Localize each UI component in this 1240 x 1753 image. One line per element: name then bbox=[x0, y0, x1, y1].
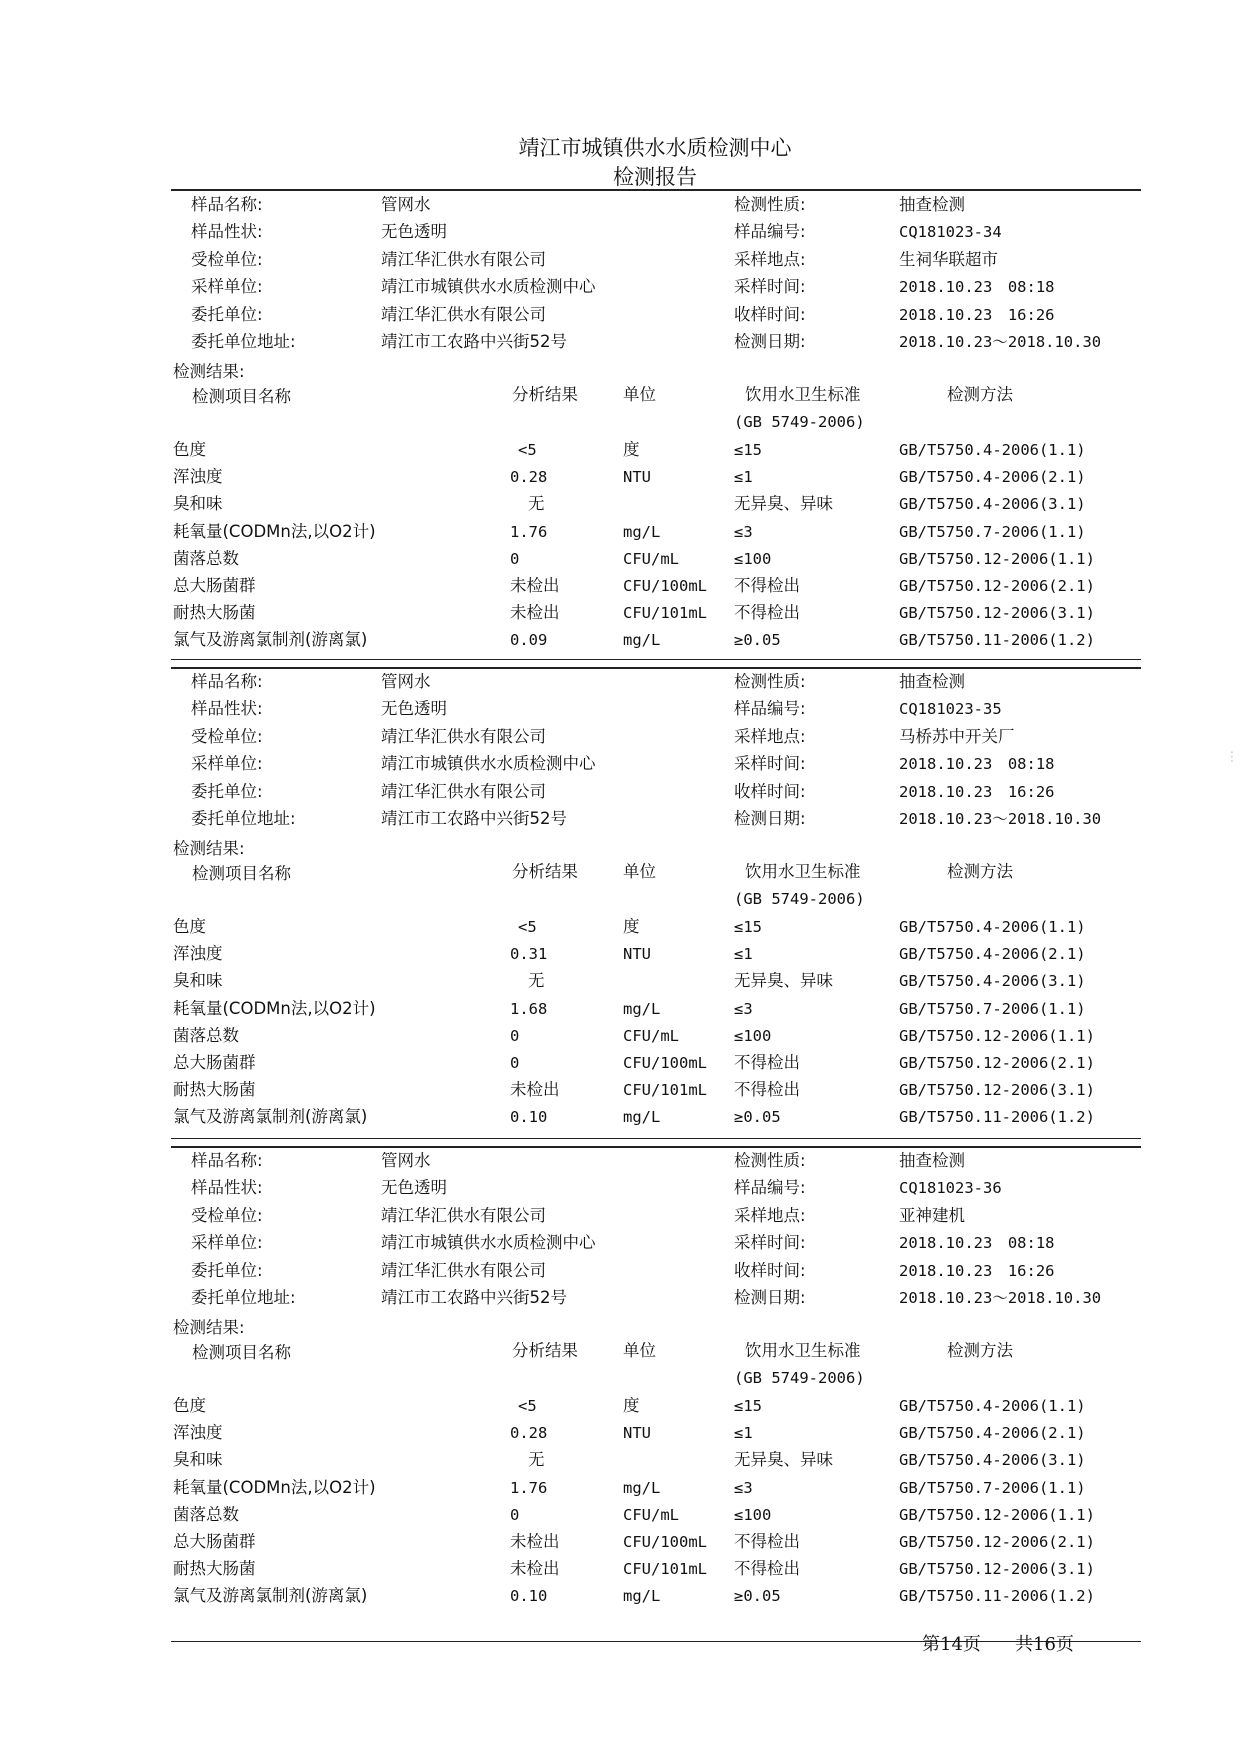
test-result-value: 0.10 bbox=[510, 1108, 548, 1127]
info-label-receive-time: 收样时间: bbox=[734, 1260, 806, 1280]
info-label-test-date: 检测日期: bbox=[734, 332, 806, 351]
test-standard-limit: 不得检出 bbox=[734, 576, 800, 595]
test-standard-limit: 不得检出 bbox=[734, 1559, 800, 1579]
test-unit: mg/L bbox=[623, 631, 661, 650]
test-unit: CFU/101mL bbox=[623, 604, 707, 623]
test-item-name: 菌落总数 bbox=[173, 1504, 239, 1524]
results-heading: 检测结果: bbox=[173, 1318, 245, 1337]
test-item-name: 总大肠菌群 bbox=[173, 576, 256, 595]
test-standard-limit: ≤15 bbox=[734, 918, 762, 936]
info-label-sample-state: 样品性状: bbox=[191, 1178, 263, 1198]
results-heading: 检测结果: bbox=[173, 839, 245, 858]
col-header-result: 分析结果 bbox=[512, 862, 578, 881]
info-label-sample-no: 样品编号: bbox=[734, 699, 806, 719]
col-header-standard: 饮用水卫生标准 bbox=[745, 385, 861, 404]
info-value-test-date: 2018.10.23～2018.10.30 bbox=[899, 810, 1102, 828]
info-label-test-date: 检测日期: bbox=[734, 809, 806, 828]
info-value-sample-no: CQ181023-36 bbox=[899, 1179, 1002, 1198]
test-item-name: 浑浊度 bbox=[173, 1423, 223, 1443]
info-label-client-unit: 委托单位: bbox=[191, 304, 263, 324]
test-method: GB/T5750.12-2006(1.1) bbox=[899, 1026, 1095, 1045]
test-standard-limit: ≤15 bbox=[734, 1397, 762, 1415]
info-label-test-nature: 检测性质: bbox=[734, 672, 806, 691]
test-standard-limit: ≤100 bbox=[734, 1505, 772, 1524]
info-value-inspected-unit: 靖江华汇供水有限公司 bbox=[381, 249, 546, 269]
test-method: GB/T5750.11-2006(1.2) bbox=[899, 1108, 1095, 1127]
info-label-sample-state: 样品性状: bbox=[191, 222, 263, 242]
info-label-sampling-time: 采样时间: bbox=[734, 277, 806, 297]
info-value-receive-time: 2018.10.23 16:26 bbox=[899, 782, 1055, 801]
info-label-receive-time: 收样时间: bbox=[734, 781, 806, 801]
test-method: GB/T5750.12-2006(3.1) bbox=[899, 604, 1095, 623]
test-result-value: 0.28 bbox=[510, 468, 548, 487]
info-value-inspected-unit: 靖江华汇供水有限公司 bbox=[381, 726, 546, 746]
test-method: GB/T5750.12-2006(3.1) bbox=[899, 1560, 1095, 1579]
info-label-inspected-unit: 受检单位: bbox=[191, 1205, 263, 1225]
test-unit: 度 bbox=[623, 917, 640, 936]
test-result-value: <5 bbox=[518, 441, 537, 459]
col-header-standard: 饮用水卫生标准 bbox=[745, 1341, 861, 1360]
test-result-value: 无 bbox=[528, 494, 545, 514]
test-result-value: 未检出 bbox=[510, 1532, 560, 1551]
test-item-name: 耗氧量(CODMn法,以O2计) bbox=[173, 521, 376, 541]
test-method: GB/T5750.4-2006(3.1) bbox=[899, 1451, 1086, 1470]
info-value-sample-state: 无色透明 bbox=[381, 699, 447, 719]
test-result-value: 无 bbox=[528, 971, 545, 991]
test-method: GB/T5750.12-2006(1.1) bbox=[899, 1505, 1095, 1524]
test-item-name: 臭和味 bbox=[173, 1450, 223, 1470]
test-method: GB/T5750.12-2006(2.1) bbox=[899, 1054, 1095, 1072]
col-header-standard-sub: (GB 5749-2006) bbox=[734, 890, 865, 908]
info-value-client-unit: 靖江华汇供水有限公司 bbox=[381, 781, 546, 801]
test-standard-limit: ≤1 bbox=[734, 468, 753, 487]
sample-section bbox=[0, 190, 1240, 660]
test-unit: CFU/mL bbox=[623, 549, 679, 568]
info-label-sample-name: 样品名称: bbox=[191, 672, 263, 691]
test-item-name: 氯气及游离氯制剂(游离氯) bbox=[173, 1107, 368, 1127]
test-unit: CFU/101mL bbox=[623, 1560, 707, 1579]
info-value-test-nature: 抽查检测 bbox=[899, 195, 965, 214]
col-header-unit: 单位 bbox=[623, 385, 656, 404]
info-value-test-date: 2018.10.23～2018.10.30 bbox=[899, 1289, 1102, 1307]
test-standard-limit: ≤3 bbox=[734, 999, 753, 1018]
info-value-sampling-unit: 靖江市城镇供水水质检测中心 bbox=[381, 277, 596, 297]
info-label-inspected-unit: 受检单位: bbox=[191, 249, 263, 269]
sample-section bbox=[0, 667, 1240, 1137]
test-standard-limit: 无异臭、异味 bbox=[734, 494, 833, 514]
info-label-client-address: 委托单位地址: bbox=[191, 809, 296, 828]
test-standard-limit: 不得检出 bbox=[734, 1053, 800, 1072]
test-item-name: 臭和味 bbox=[173, 971, 223, 991]
test-method: GB/T5750.7-2006(1.1) bbox=[899, 1478, 1086, 1497]
info-value-client-address: 靖江市工农路中兴街52号 bbox=[381, 1288, 567, 1307]
info-label-client-address: 委托单位地址: bbox=[191, 332, 296, 351]
section-divider bbox=[171, 667, 1141, 669]
info-value-inspected-unit: 靖江华汇供水有限公司 bbox=[381, 1205, 546, 1225]
info-label-client-address: 委托单位地址: bbox=[191, 1288, 296, 1307]
info-value-client-address: 靖江市工农路中兴街52号 bbox=[381, 809, 567, 828]
test-item-name: 臭和味 bbox=[173, 494, 223, 514]
test-unit: mg/L bbox=[623, 1587, 661, 1606]
section-divider bbox=[171, 1146, 1141, 1148]
section-divider-secondary bbox=[171, 1138, 1141, 1139]
info-label-sampling-site: 采样地点: bbox=[734, 726, 806, 746]
info-value-sampling-time: 2018.10.23 08:18 bbox=[899, 278, 1055, 297]
info-label-sampling-site: 采样地点: bbox=[734, 249, 806, 269]
test-result-value: <5 bbox=[518, 1397, 537, 1415]
info-value-sampling-unit: 靖江市城镇供水水质检测中心 bbox=[381, 754, 596, 774]
report-org-title: 靖江市城镇供水水质检测中心 bbox=[518, 136, 792, 160]
test-method: GB/T5750.12-2006(1.1) bbox=[899, 549, 1095, 568]
info-label-sampling-unit: 采样单位: bbox=[191, 754, 263, 774]
col-header-unit: 单位 bbox=[623, 1341, 656, 1360]
test-unit: CFU/101mL bbox=[623, 1081, 707, 1100]
report-title: 检测报告 bbox=[613, 165, 697, 189]
test-item-name: 耗氧量(CODMn法,以O2计) bbox=[173, 998, 376, 1018]
test-method: GB/T5750.7-2006(1.1) bbox=[899, 522, 1086, 541]
test-item-name: 氯气及游离氯制剂(游离氯) bbox=[173, 630, 368, 650]
test-standard-limit: 不得检出 bbox=[734, 603, 800, 623]
test-item-name: 菌落总数 bbox=[173, 1025, 239, 1045]
info-value-test-nature: 抽查检测 bbox=[899, 1151, 965, 1170]
col-header-item: 检测项目名称 bbox=[192, 1343, 291, 1362]
col-header-item: 检测项目名称 bbox=[192, 864, 291, 883]
test-standard-limit: ≥0.05 bbox=[734, 1108, 781, 1127]
results-heading: 检测结果: bbox=[173, 362, 245, 381]
info-value-test-nature: 抽查检测 bbox=[899, 672, 965, 691]
info-value-sample-no: CQ181023-35 bbox=[899, 700, 1002, 719]
col-header-result: 分析结果 bbox=[512, 385, 578, 404]
info-label-test-date: 检测日期: bbox=[734, 1288, 806, 1307]
info-value-test-date: 2018.10.23～2018.10.30 bbox=[899, 333, 1102, 351]
test-result-value: 1.76 bbox=[510, 1478, 548, 1497]
test-item-name: 总大肠菌群 bbox=[173, 1532, 256, 1551]
test-unit: 度 bbox=[623, 1396, 640, 1415]
test-result-value: 0.09 bbox=[510, 631, 548, 650]
section-divider-secondary bbox=[171, 659, 1141, 660]
test-method: GB/T5750.4-2006(2.1) bbox=[899, 1424, 1086, 1443]
footer-total-pages: 共16页 bbox=[1015, 1634, 1074, 1655]
test-standard-limit: 不得检出 bbox=[734, 1532, 800, 1551]
test-method: GB/T5750.12-2006(2.1) bbox=[899, 577, 1095, 595]
info-value-sample-no: CQ181023-34 bbox=[899, 223, 1002, 242]
test-item-name: 色度 bbox=[173, 917, 206, 936]
info-label-sampling-time: 采样时间: bbox=[734, 754, 806, 774]
test-method: GB/T5750.11-2006(1.2) bbox=[899, 631, 1095, 650]
test-result-value: 0.31 bbox=[510, 945, 548, 964]
info-value-client-unit: 靖江华汇供水有限公司 bbox=[381, 304, 546, 324]
test-standard-limit: ≤3 bbox=[734, 522, 753, 541]
test-result-value: 1.68 bbox=[510, 999, 548, 1018]
test-item-name: 菌落总数 bbox=[173, 548, 239, 568]
col-header-result: 分析结果 bbox=[512, 1341, 578, 1360]
info-value-sampling-site: 亚神建机 bbox=[899, 1205, 965, 1225]
test-standard-limit: ≤100 bbox=[734, 1026, 772, 1045]
test-unit: mg/L bbox=[623, 1108, 661, 1127]
test-unit: CFU/100mL bbox=[623, 577, 707, 595]
test-standard-limit: 无异臭、异味 bbox=[734, 1450, 833, 1470]
col-header-method: 检测方法 bbox=[947, 385, 1013, 404]
info-value-client-address: 靖江市工农路中兴街52号 bbox=[381, 332, 567, 351]
test-method: GB/T5750.4-2006(2.1) bbox=[899, 945, 1086, 964]
test-method: GB/T5750.4-2006(2.1) bbox=[899, 468, 1086, 487]
test-standard-limit: ≤3 bbox=[734, 1478, 753, 1497]
col-header-standard-sub: (GB 5749-2006) bbox=[734, 413, 865, 431]
info-value-sampling-site: 生祠华联超市 bbox=[899, 249, 998, 269]
info-label-test-nature: 检测性质: bbox=[734, 195, 806, 214]
test-result-value: 0 bbox=[510, 1026, 520, 1045]
test-result-value: 0.10 bbox=[510, 1587, 548, 1606]
test-standard-limit: 不得检出 bbox=[734, 1080, 800, 1100]
test-item-name: 氯气及游离氯制剂(游离氯) bbox=[173, 1586, 368, 1606]
test-unit: NTU bbox=[623, 1424, 651, 1443]
test-result-value: 0.28 bbox=[510, 1424, 548, 1443]
test-result-value: 0 bbox=[510, 549, 520, 568]
test-unit: CFU/100mL bbox=[623, 1533, 707, 1551]
info-label-client-unit: 委托单位: bbox=[191, 781, 263, 801]
test-result-value: 0 bbox=[510, 1505, 520, 1524]
test-method: GB/T5750.4-2006(3.1) bbox=[899, 972, 1086, 991]
test-item-name: 浑浊度 bbox=[173, 944, 223, 964]
info-label-sample-no: 样品编号: bbox=[734, 1178, 806, 1198]
info-label-receive-time: 收样时间: bbox=[734, 304, 806, 324]
test-result-value: <5 bbox=[518, 918, 537, 936]
test-result-value: 1.76 bbox=[510, 522, 548, 541]
col-header-standard: 饮用水卫生标准 bbox=[745, 862, 861, 881]
info-value-sample-state: 无色透明 bbox=[381, 1178, 447, 1198]
col-header-standard-sub: (GB 5749-2006) bbox=[734, 1369, 865, 1387]
info-label-sample-state: 样品性状: bbox=[191, 699, 263, 719]
test-standard-limit: ≥0.05 bbox=[734, 631, 781, 650]
test-method: GB/T5750.4-2006(1.1) bbox=[899, 441, 1086, 459]
test-item-name: 色度 bbox=[173, 440, 206, 459]
test-unit: mg/L bbox=[623, 522, 661, 541]
info-label-inspected-unit: 受检单位: bbox=[191, 726, 263, 746]
test-standard-limit: ≥0.05 bbox=[734, 1587, 781, 1606]
test-method: GB/T5750.4-2006(1.1) bbox=[899, 1397, 1086, 1415]
test-unit: 度 bbox=[623, 440, 640, 459]
info-value-client-unit: 靖江华汇供水有限公司 bbox=[381, 1260, 546, 1280]
test-item-name: 色度 bbox=[173, 1396, 206, 1415]
info-value-sample-state: 无色透明 bbox=[381, 222, 447, 242]
test-result-value: 未检出 bbox=[510, 576, 560, 595]
info-label-sampling-site: 采样地点: bbox=[734, 1205, 806, 1225]
footer-page-number: 第14页 bbox=[922, 1634, 981, 1655]
test-item-name: 耐热大肠菌 bbox=[173, 1080, 256, 1100]
info-value-sampling-time: 2018.10.23 08:18 bbox=[899, 1234, 1055, 1253]
test-unit: CFU/mL bbox=[623, 1026, 679, 1045]
info-label-sample-no: 样品编号: bbox=[734, 222, 806, 242]
info-value-sample-name: 管网水 bbox=[381, 672, 431, 691]
test-result-value: 无 bbox=[528, 1450, 545, 1470]
test-unit: NTU bbox=[623, 468, 651, 487]
test-item-name: 浑浊度 bbox=[173, 467, 223, 487]
info-value-sample-name: 管网水 bbox=[381, 195, 431, 214]
info-value-sampling-site: 马桥苏中开关厂 bbox=[899, 726, 1015, 746]
col-header-item: 检测项目名称 bbox=[192, 387, 291, 406]
test-unit: CFU/mL bbox=[623, 1505, 679, 1524]
test-result-value: 0 bbox=[510, 1054, 520, 1072]
test-standard-limit: ≤15 bbox=[734, 441, 762, 459]
test-standard-limit: ≤1 bbox=[734, 945, 753, 964]
test-item-name: 总大肠菌群 bbox=[173, 1053, 256, 1072]
info-label-client-unit: 委托单位: bbox=[191, 1260, 263, 1280]
test-standard-limit: 无异臭、异味 bbox=[734, 971, 833, 991]
col-header-method: 检测方法 bbox=[947, 862, 1013, 881]
info-value-sampling-unit: 靖江市城镇供水水质检测中心 bbox=[381, 1233, 596, 1253]
test-result-value: 未检出 bbox=[510, 603, 560, 623]
test-unit: mg/L bbox=[623, 1478, 661, 1497]
info-label-sampling-time: 采样时间: bbox=[734, 1233, 806, 1253]
test-method: GB/T5750.4-2006(3.1) bbox=[899, 495, 1086, 514]
test-method: GB/T5750.12-2006(2.1) bbox=[899, 1533, 1095, 1551]
sample-section bbox=[0, 1146, 1240, 1616]
col-header-method: 检测方法 bbox=[947, 1341, 1013, 1360]
bottom-divider bbox=[171, 1641, 1141, 1642]
test-standard-limit: ≤1 bbox=[734, 1424, 753, 1443]
info-value-receive-time: 2018.10.23 16:26 bbox=[899, 1261, 1055, 1280]
test-unit: NTU bbox=[623, 945, 651, 964]
test-result-value: 未检出 bbox=[510, 1080, 560, 1100]
test-unit: mg/L bbox=[623, 999, 661, 1018]
test-item-name: 耐热大肠菌 bbox=[173, 1559, 256, 1579]
info-value-receive-time: 2018.10.23 16:26 bbox=[899, 305, 1055, 324]
test-item-name: 耗氧量(CODMn法,以O2计) bbox=[173, 1477, 376, 1497]
info-label-test-nature: 检测性质: bbox=[734, 1151, 806, 1170]
test-method: GB/T5750.12-2006(3.1) bbox=[899, 1081, 1095, 1100]
info-value-sample-name: 管网水 bbox=[381, 1151, 431, 1170]
info-label-sample-name: 样品名称: bbox=[191, 195, 263, 214]
info-label-sampling-unit: 采样单位: bbox=[191, 1233, 263, 1253]
info-value-sampling-time: 2018.10.23 08:18 bbox=[899, 755, 1055, 774]
test-item-name: 耐热大肠菌 bbox=[173, 603, 256, 623]
test-method: GB/T5750.11-2006(1.2) bbox=[899, 1587, 1095, 1606]
test-method: GB/T5750.4-2006(1.1) bbox=[899, 918, 1086, 936]
test-result-value: 未检出 bbox=[510, 1559, 560, 1579]
info-label-sample-name: 样品名称: bbox=[191, 1151, 263, 1170]
test-method: GB/T5750.7-2006(1.1) bbox=[899, 999, 1086, 1018]
test-unit: CFU/100mL bbox=[623, 1054, 707, 1072]
info-label-sampling-unit: 采样单位: bbox=[191, 277, 263, 297]
seal-stamp-fragment: ··· bbox=[1223, 750, 1239, 764]
test-standard-limit: ≤100 bbox=[734, 549, 772, 568]
col-header-unit: 单位 bbox=[623, 862, 656, 881]
